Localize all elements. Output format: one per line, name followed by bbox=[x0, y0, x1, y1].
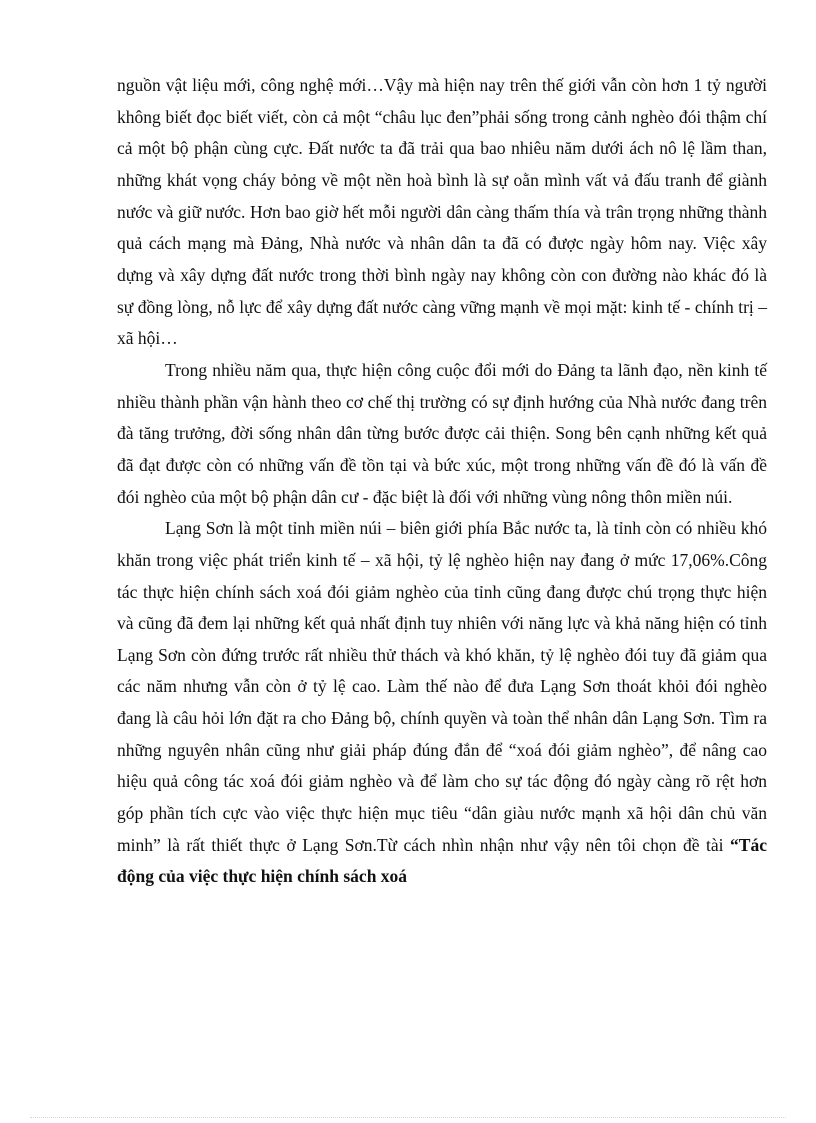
paragraph: Trong nhiều năm qua, thực hiện công cuộc đổi mới do Đảng ta lãnh đạo, nền kinh tế nhiều thành phần vận hành theo cơ chế thị trường có sự định hướng của Nhà nước đang trên đà tăng trưởng, đời sống nhân dân từng bước được cải thiện. Song bên cạnh những kết quả đã đạt được còn có những vấn đề tồn tại và bức xúc, một trong những vấn đề đó là vấn đề đói nghèo của một bộ phận dân cư - đặc biệt là đối với những vùng nông thôn miền núi. bbox=[117, 359, 767, 507]
thesis-title-bold: “Tác động của việc thực hiện chính sách xoá bbox=[117, 834, 767, 887]
paragraph: nguồn vật liệu mới, công nghệ mới…Vậy mà hiện nay trên thế giới vẫn còn hơn 1 tỷ người không biết đọc biết viết, còn cả một “châu lục đen”phải sống trong cảnh nghèo đói thậm chí cả một bộ phận cùng cực. Đất nước ta đã trải qua bao nhiêu năm dưới ách nô lệ lầm than, những khát vọng cháy bỏng về một nền hoà bình là sự oằn mình vất vả đấu tranh để giành nước và giữ nước. Hơn bao giờ hết mỗi người dân càng thấm thía và trân trọng những thành quả cách mạng mà Đảng, Nhà nước và nhân dân ta đã có được ngày hôm nay. Việc xây dựng và xây dựng đất nước trong thời bình ngày nay không còn con đường nào khác đó là sự đồng lòng, nỗ lực để xây dựng đất nước càng vững mạnh về mọi mặt: kinh tế - chính trị – xã hội… bbox=[117, 75, 767, 349]
page-bottom-divider bbox=[30, 1117, 786, 1118]
paragraph-text: Lạng Sơn là một tỉnh miền núi – biên giới phía Bắc nước ta, là tỉnh còn có nhiều khó khăn trong việc phát triển kinh tế – xã hội, tỷ lệ nghèo hiện nay đang ở mức 17,06%.Công tác thực hiện chính sách xoá đói giảm nghèo của tỉnh cũng đang được chú trọng thực hiện và cũng đã đem lại những kết quả nhất định tuy nhiên với năng lực và khả năng hiện có tỉnh Lạng Sơn còn đứng trước rất nhiều thử thách và khó khăn, tỷ lệ nghèo đói tuy đã giảm qua các năm nhưng vẫn còn ở tỷ lệ cao. Làm thế nào để đưa Lạng Sơn thoát khỏi đói nghèo đang là câu hỏi lớn đặt ra cho Đảng bộ, chính quyền và toàn thể nhân dân Lạng Sơn. Tìm ra những nguyên nhân cũng như giải pháp đúng đắn để “xoá đói giảm nghèo”, để nâng cao hiệu quả công tác xoá đói giảm nghèo và để làm cho sự tác động đó ngày càng rõ rệt hơn góp phần tích cực vào việc thực hiện mục tiêu “dân giàu nước mạnh xã hội dân chủ văn minh” là rất thiết thực ở Lạng Sơn.Từ cách nhìn nhận như vậy nên tôi chọn đề tài bbox=[117, 518, 767, 855]
paragraph bbox=[117, 513, 767, 893]
document-page bbox=[117, 70, 767, 893]
